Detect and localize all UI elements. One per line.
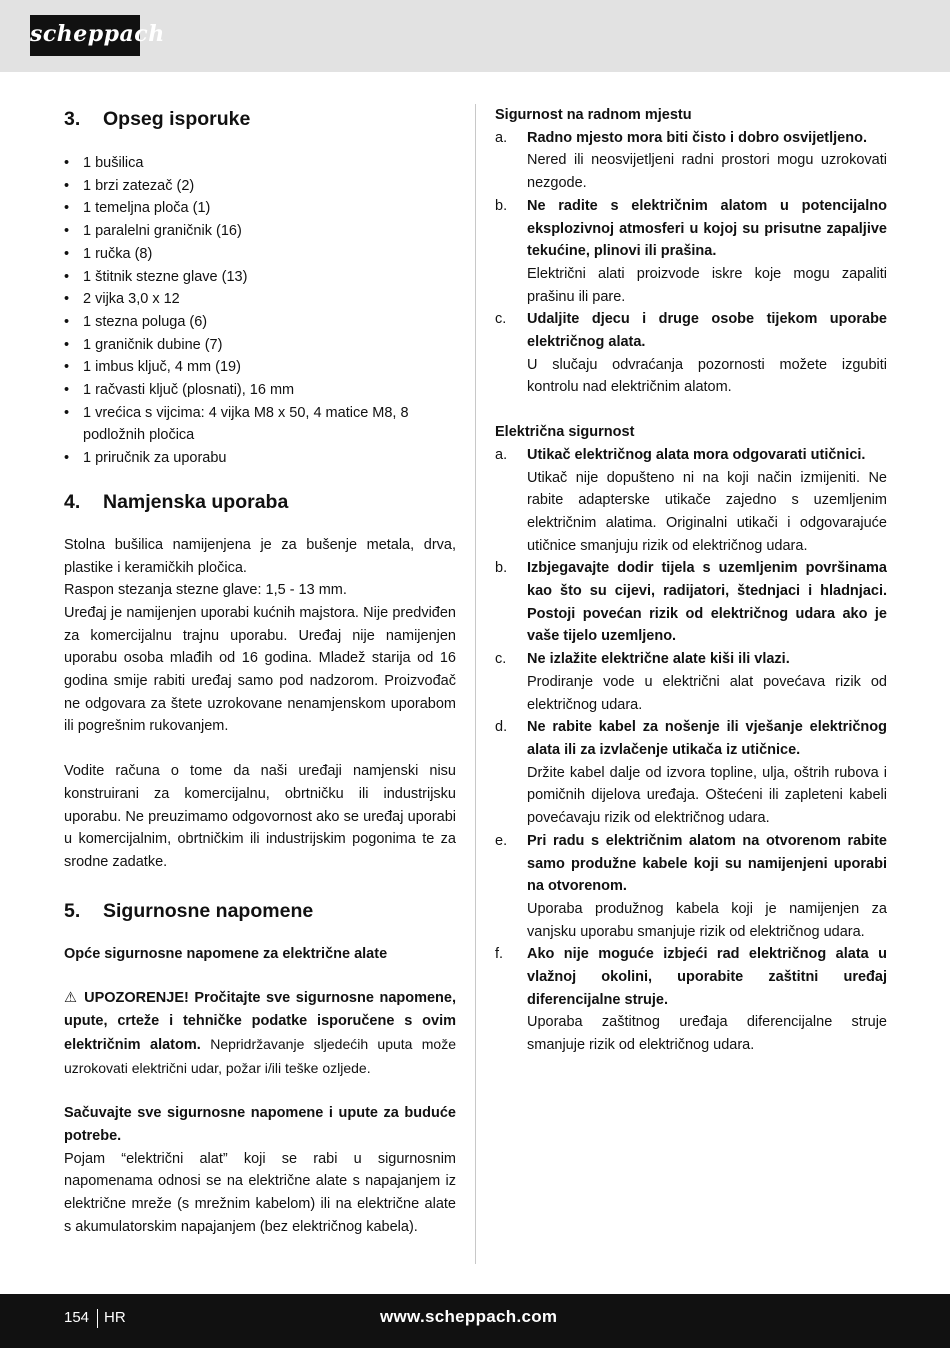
workplace-item-b — [495, 195, 887, 309]
intended-use-paragraph: Stolna bušilica namijenjena je za bušenje metala, drva, plastike i keramičkih pločica. — [64, 536, 456, 576]
section-title: Namjenska uporaba — [103, 490, 289, 513]
section-4-heading — [64, 487, 456, 517]
list-item: • 1 paralelni graničnik (16) — [64, 220, 456, 243]
section-3-heading — [64, 104, 456, 134]
electrical-item-a — [495, 444, 887, 558]
list-item: • 1 ručka (8) — [64, 243, 456, 266]
section-5-heading — [64, 896, 456, 926]
item-letter: b. — [495, 560, 508, 577]
scheppach-logo: scheppach — [30, 15, 140, 56]
item-bold-text: Ne radite s električnim alatom u potencijalno eksplozivnoj atmosferi u kojoj su prisutne zapaljive tekućine, plinovi ili prašina. — [527, 197, 887, 260]
power-tool-definition: Pojam “električni alat” koji se rabi u sigurnosnim napomenama odnosi se na električne alate s napajanjem iz električne mreže (s mrežnim kabelom) ili na električne alate s akumulatorskim napajanjem (bez električnog kabela). — [64, 1150, 456, 1235]
list-item: • 1 temeljna ploča (1) — [64, 197, 456, 220]
website-link[interactable]: www.scheppach.com — [380, 1307, 558, 1326]
warning-paragraph — [64, 987, 456, 1080]
section-number: 4. — [64, 490, 81, 513]
electrical-item-c — [495, 648, 887, 716]
electrical-item-b — [495, 557, 887, 648]
section-title: Sigurnosne napomene — [103, 899, 314, 922]
column-divider — [475, 104, 476, 1264]
item-text: Utikač nije dopušteno ni na koji način izmijeniti. Ne rabite adapterske utikače zajedno s uzemljenim električnim alatima. Originalni utikači i odgovarajuće utičnice smanjuju rizik od električnog udara. — [527, 469, 887, 554]
item-text: Držite kabel dalje od izvora topline, ulja, oštrih rubova i pomičnih dijelova uređaja. Oštećeni ili zapleteni kabeli povećavaju rizik od električnog udara. — [527, 764, 887, 827]
electrical-safety-heading: Električna sigurnost — [495, 424, 635, 441]
item-bold-text: Ako nije moguće izbjeći rad električnog alata u vlažnoj okolini, uporabite zaštitni uređaj diferencijalne struje. — [527, 946, 887, 1008]
item-text: Nered ili neosvijetljeni radni prostori mogu uzrokovati nezgode. — [527, 152, 887, 192]
user-restriction-paragraph: Uređaj je namijenjen uporabi kućnih majstora. Nije predviđen za komercijalnu trajnu uporabu. Uređaj nije namijenjen uporabu osoba mlađih od 16 godina. Mladež starija od 16 godina smije rabiti uređaj samo pod nadzorom. Proizvođač ne odgovara za štete uzrokovane nenamjenskom uporabom ili pogrešnim rukovanjem. — [64, 604, 456, 735]
list-item: • 1 bušilica — [64, 152, 456, 175]
electrical-item-e — [495, 830, 887, 944]
footer-bar — [0, 1294, 950, 1348]
chuck-range-paragraph: Raspon stezanja stezne glave: 1,5 - 13 mm. — [64, 582, 347, 599]
list-item: • 1 priručnik za uporabu — [64, 447, 456, 470]
section-number: 3. — [64, 108, 81, 130]
list-item: • 2 vijka 3,0 x 12 — [64, 288, 456, 311]
item-bold-text: Utikač električnog alata mora odgovarati utičnici. — [527, 446, 866, 463]
workplace-item-a — [495, 127, 887, 195]
section-number: 5. — [64, 899, 81, 922]
list-item: • 1 štitnik stezne glave (13) — [64, 266, 456, 289]
delivery-list — [64, 152, 456, 470]
list-item: • 1 imbus ključ, 4 mm (19) — [64, 356, 456, 379]
language-code: HR — [104, 1309, 126, 1326]
header-bar — [0, 0, 950, 72]
list-item: • 1 stezna poluga (6) — [64, 311, 456, 334]
electrical-item-f — [495, 943, 887, 1057]
item-letter: b. — [495, 197, 508, 214]
warning-text: Nepridržavanje sljedećih uputa može uzrokovati električni udar, požar i/ili teške ozljede. — [64, 1035, 456, 1076]
item-letter: c. — [495, 311, 507, 328]
item-text: Prodiranje vode u električni alat povećava rizik od električnog udara. — [527, 673, 887, 713]
item-letter: a. — [495, 446, 508, 463]
item-bold-text: Izbjegavajte dodir tijela s uzemljenim površinama kao što su cijevi, radijatori, štednjaci i hladnjaci. Postoji povećan rizik od električnog udara ako je vaše tijelo uzemljeno. — [527, 560, 887, 645]
item-text: Uporaba zaštitnog uređaja diferencijalne struje smanjuje rizik od električnog udara. — [527, 1014, 887, 1054]
warning-icon: ⚠ — [64, 990, 79, 1007]
page-number: 154 — [64, 1309, 90, 1326]
item-letter: f. — [495, 946, 504, 963]
left-column — [64, 104, 456, 1238]
item-text: Električni alati proizvode iskre koje mogu zapaliti prašinu ili pare. — [527, 265, 887, 305]
item-letter: a. — [495, 129, 508, 146]
keep-instructions-heading: Sačuvajte sve sigurnosne napomene i upute za buduće potrebe. — [64, 1105, 456, 1144]
item-letter: e. — [495, 832, 508, 849]
safety-subtitle: Opće sigurnosne napomene za električne alate — [64, 945, 388, 962]
item-text: Uporaba produžnog kabela koji je namijenjen za vanjsku uporabu smanjuje rizik od električnog udara. — [527, 900, 887, 940]
item-bold-text: Ne izlažite električne alate kiši ili vlazi. — [527, 651, 790, 668]
item-letter: c. — [495, 651, 507, 668]
right-column — [495, 104, 887, 1057]
item-bold-text: Udaljite djecu i druge osobe tijekom uporabe električnog alata. — [527, 311, 887, 351]
footer-separator — [97, 1309, 98, 1328]
section-title: Opseg isporuke — [103, 108, 251, 130]
electrical-item-d — [495, 716, 887, 830]
item-bold-text: Radno mjesto mora biti čisto i dobro osvijetljeno. — [527, 129, 867, 146]
liability-paragraph: Vodite računa o tome da naši uređaji namjenski nisu konstruirani za komercijalnu, obrtničku ili industrijsku uporabu. Ne preuzimamo odgovornost ako se uređaj uporabi u komercijalnim, obrtničkim ili industrijskim pogonima te za srodne zadatke. — [64, 763, 456, 870]
item-bold-text: Ne rabite kabel za nošenje ili vješanje električnog alata ili za izvlačenje utikača iz utičnice. — [527, 719, 887, 758]
item-bold-text: Pri radu s električnim alatom na otvorenom rabite samo produžne kabele koji su namijenjeni uporabi na otvorenom. — [527, 832, 887, 895]
list-item: • 1 račvasti ključ (plosnati), 16 mm — [64, 379, 456, 402]
list-item: • 1 vrećica s vijcima: 4 vijka M8 x 50, 4 matice M8, 8 podložnih pločica — [64, 402, 456, 447]
workplace-safety-heading: Sigurnost na radnom mjestu — [495, 107, 692, 123]
list-item: • 1 brzi zatezač (2) — [64, 175, 456, 198]
workplace-item-c — [495, 308, 887, 399]
item-text: U slučaju odvraćanja pozornosti možete izgubiti kontrolu nad električnim alatom. — [527, 356, 887, 396]
warning-bold-text: UPOZORENJE! Pročitajte sve sigurnosne napomene, upute, crteže i tehničke podatke isporučene s ovim električnim alatom. — [64, 990, 457, 1053]
item-letter: d. — [495, 719, 508, 736]
list-item: • 1 graničnik dubine (7) — [64, 334, 456, 357]
